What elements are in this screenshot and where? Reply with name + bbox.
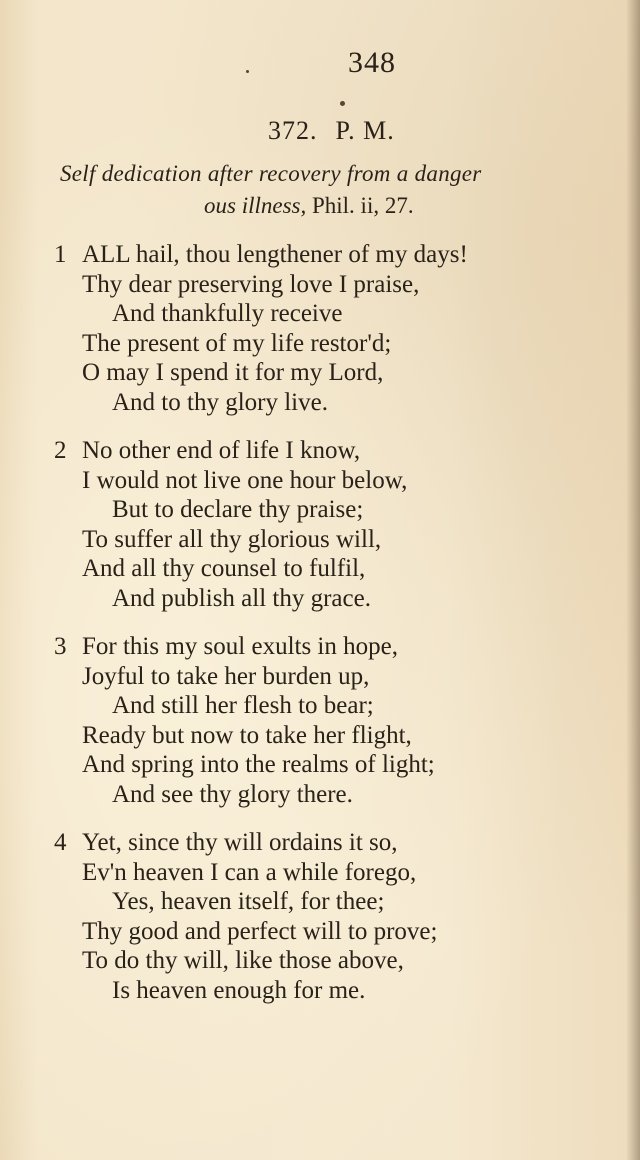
stanza-number: 4 bbox=[54, 829, 67, 856]
verse-line: Thy good and perfect will to prove; bbox=[82, 917, 438, 945]
ink-speck bbox=[340, 101, 345, 106]
hymn-subtitle bbox=[60, 158, 632, 222]
verse-line: But to declare thy praise; bbox=[112, 496, 364, 523]
verse-line: I would not live one hour below, bbox=[82, 466, 408, 494]
verse-line: No other end of life I know, bbox=[82, 437, 361, 464]
verse-line: And thankfully receive bbox=[112, 300, 343, 327]
verse-line: And all thy counsel to fulfil, bbox=[82, 555, 366, 582]
verse-line: Thy dear preserving love I praise, bbox=[82, 270, 420, 298]
verse-line: And see thy glory there. bbox=[112, 780, 353, 808]
scripture-reference: Phil. ii, 27. bbox=[306, 193, 414, 218]
hymn-heading bbox=[268, 116, 395, 146]
hymn-number: 372. bbox=[268, 116, 318, 145]
verse-line: And still her flesh to bear; bbox=[112, 692, 374, 719]
verse-line: ALL hail, thou lengthener of my days! bbox=[82, 241, 468, 268]
verse-line: Yet, since thy will ordains it so, bbox=[82, 829, 398, 856]
stanza bbox=[54, 828, 614, 1005]
verse-line: Joyful to take her burden up, bbox=[82, 662, 370, 690]
stanza bbox=[54, 436, 614, 613]
verse-line: Is heaven enough for me. bbox=[112, 976, 366, 1004]
stanza bbox=[54, 240, 614, 417]
verse-line: Ready but now to take her flight, bbox=[82, 721, 412, 749]
stanza-number: 3 bbox=[54, 633, 67, 660]
verse-line: O may I spend it for my Lord, bbox=[82, 359, 384, 386]
verse-line: And to thy glory live. bbox=[112, 388, 328, 416]
verse-line: For this my soul exults in hope, bbox=[82, 633, 398, 660]
stanza-number: 2 bbox=[54, 437, 67, 464]
verse-line: And publish all thy grace. bbox=[112, 584, 371, 612]
verse-line: And spring into the realms of light; bbox=[82, 751, 435, 778]
subtitle-line: Self dedication after recovery from a danger bbox=[60, 161, 482, 186]
hymn-meter: P. M. bbox=[335, 116, 395, 145]
verse-line: To suffer all thy glorious will, bbox=[82, 525, 382, 553]
verse-line: Ev'n heaven I can a while forego, bbox=[82, 858, 417, 886]
verse-line: Yes, heaven itself, for thee; bbox=[112, 888, 385, 915]
subtitle-line bbox=[60, 190, 632, 222]
stanza bbox=[54, 632, 614, 809]
ink-speck bbox=[246, 70, 249, 73]
subtitle-italic-text: ous illness, bbox=[204, 193, 307, 218]
stanza-number: 1 bbox=[54, 241, 67, 268]
verse-line: The present of my life restor'd; bbox=[82, 329, 392, 357]
page-number: 348 bbox=[348, 46, 396, 79]
verse-line: To do thy will, like those above, bbox=[82, 947, 404, 974]
